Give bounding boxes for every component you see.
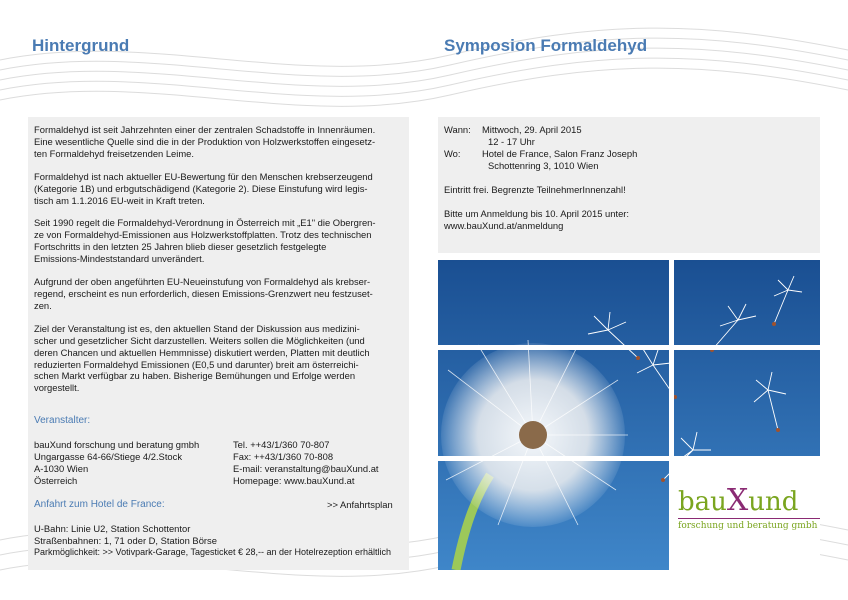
paragraph-2: Formaldehyd ist nach aktueller EU-Bewertung für den Menschen krebserzeugend (Kategorie 1B) und erbgutschädigend (Kategorie 2). Diese Einstufung wird legis- tisch am 1.1.2016 EU-weit in Kraft treten.: [34, 170, 373, 206]
wann-time: 12 - 17 Uhr: [488, 136, 535, 147]
logo-part-x: X: [726, 483, 749, 518]
bauxund-logo: [678, 483, 820, 531]
organizer-title: Veranstalter:: [34, 415, 91, 426]
logo-wordmark: [678, 483, 820, 518]
wann-label: Wann:: [444, 124, 471, 135]
organizer-address: [34, 439, 234, 487]
paragraph-3: Seit 1990 regelt die Formaldehyd-Verordnung in Österreich mit „E1" die Obergren- ze von Formaldehyd-Emissionen aus Holzwerkstoffplatten. Trotz des technischen Fortschritts in den letzten 25 Jahren blieb dieser gesetzlich festgelegte Emissions-Mindeststandard unverändert.: [34, 217, 376, 265]
directions-ubahn: U-Bahn: Linie U2, Station Schottentor: [34, 523, 191, 534]
wo-address: Schottenring 3, 1010 Wien: [488, 160, 599, 171]
directions-tram: Straßenbahnen: 1, 71 oder D, Station Börse: [34, 534, 217, 546]
wann-date: Mittwoch, 29. April 2015: [482, 124, 582, 135]
logo-underline: [678, 518, 820, 519]
background-panel: [28, 117, 409, 570]
paragraph-4: Aufgrund der oben angeführten EU-Neueinstufung von Formaldehyd als krebser- regend, erscheint es nun erforderlich, diesen Emissions-Grenzwert neu festzuset- zen.: [34, 276, 373, 311]
organizer-contact: [233, 439, 408, 487]
directions-details: [34, 523, 409, 559]
organizer-tel: Tel. ++43/1/360 70-807: [233, 439, 330, 450]
event-info: [444, 124, 814, 232]
registration-note: Bitte um Anmeldung bis 10. April 2015 unter:: [444, 207, 630, 219]
paragraph-5: Ziel der Veranstaltung ist es, den aktuellen Stand der Diskussion aus medizini- scher und gesetzlicher Sicht darzustellen. Weiters sollen die Möglichkeiten (und deren Chancen und aktuellen Hemmnisse) diskutiert werden, Platten mit deutlich reduzierten Formaldehyd Emissionen (E0,5 und darunter) breit am österreichi- schen Markt verfügbar zu haben. Bisherige Bemühungen und Erfolge werden vorgestellt.: [34, 322, 370, 394]
directions-plan-link[interactable]: >> Anfahrtsplan: [327, 499, 393, 510]
directions-title: Anfahrt zum Hotel de France:: [34, 499, 165, 510]
directions-parking: [34, 547, 409, 559]
background-text: [34, 124, 406, 405]
entry-note: Eintritt frei. Begrenzte TeilnehmerInnenzahl!: [444, 184, 626, 195]
logo-part-und: und: [748, 487, 799, 517]
registration-link[interactable]: www.bauXund.at/anmeldung: [444, 219, 564, 231]
paragraph-1: Formaldehyd ist seit Jahrzehnten einer der zentralen Schadstoffe in Innenräumen. Eine wesentliche Quelle sind die in der Produktion von Holzwerkstoffen eingesetz- ten Formaldehyd freisetzenden Leime.: [34, 124, 376, 159]
logo-part-bau: bau: [678, 487, 727, 517]
organizer-homepage[interactable]: Homepage: www.bauXund.at: [233, 474, 355, 486]
organizer-fax: Fax: ++43/1/360 70-808: [233, 450, 334, 462]
wo-venue: Hotel de France, Salon Franz Joseph: [482, 148, 638, 159]
organizer-city: A-1030 Wien: [34, 462, 89, 474]
right-heading: Symposion Formaldehyd: [444, 36, 648, 55]
organizer-name: bauXund forschung und beratung gmbh: [34, 439, 200, 450]
parking-label: Parkmöglichkeit:: [34, 546, 101, 557]
event-info-panel: [438, 117, 820, 253]
left-heading: Hintergrund: [32, 36, 130, 55]
parking-garage-link[interactable]: >> Votivpark-Garage: [102, 546, 186, 557]
wo-label: Wo:: [444, 148, 461, 159]
organizer-email[interactable]: E-mail: veranstaltung@bauXund.at: [233, 462, 379, 474]
logo-tagline: forschung und beratung gmbh: [678, 521, 818, 531]
parking-rest: , Tagesticket € 28,-- an der Hotelrezeption erhältlich: [185, 546, 392, 557]
organizer-country: Österreich: [34, 474, 78, 486]
organizer-street: Ungargasse 64-66/Stiege 4/2.Stock: [34, 450, 183, 462]
